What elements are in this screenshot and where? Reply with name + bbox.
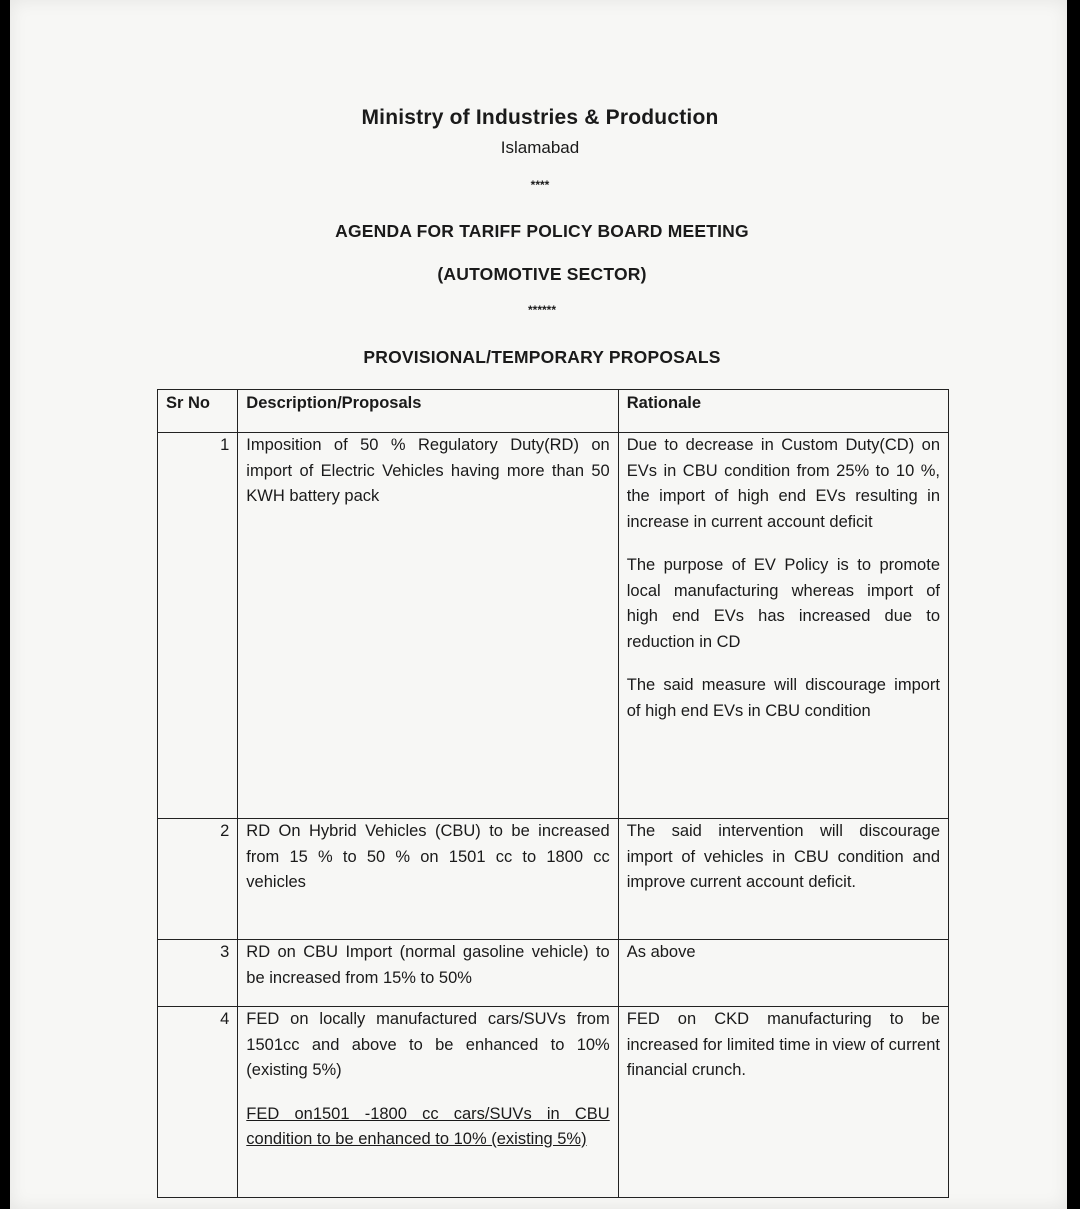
rationale-paragraph: Due to decrease in Custom Duty(CD) on EVs in CBU condition from 25% to 10 %, the import of high end EVs resulting in increase in current account deficit — [626, 436, 940, 531]
row-description — [238, 940, 618, 1007]
description-paragraph: Imposition of 50 % Regulatory Duty(RD) on import of Electric Vehicles having more than 50 KWH battery pack — [246, 436, 610, 505]
rationale-paragraph: As above — [626, 943, 696, 961]
row-description — [238, 433, 618, 819]
table-header-row — [158, 390, 949, 433]
table-row — [158, 940, 949, 1007]
row-description — [238, 819, 618, 940]
row-sr-no: 2 — [158, 819, 238, 940]
proposals-table — [157, 389, 949, 1198]
description-paragraph: RD On Hybrid Vehicles (CBU) to be increased from 15 % to 50 % on 1501 cc to 1800 cc vehicles — [246, 822, 610, 891]
ministry-name: Ministry of Industries & Production — [361, 106, 719, 129]
header-sr-no: Sr No — [158, 390, 238, 433]
rationale-paragraph: The purpose of EV Policy is to promote local manufacturing whereas import of high end EVs has increased due to reduction in CD — [626, 556, 940, 651]
description-paragraph-underlined: FED on1501 -1800 cc cars/SUVs in CBU condition to be enhanced to 10% (existing 5%) — [246, 1104, 610, 1148]
header-rationale: Rationale — [618, 390, 948, 433]
section-title: PROVISIONAL/TEMPORARY PROPOSALS — [363, 347, 721, 367]
rationale-paragraph: The said intervention will discourage import of vehicles in CBU condition and improve current account deficit. — [626, 822, 940, 891]
row-rationale — [618, 819, 948, 940]
row-description — [238, 1007, 618, 1198]
row-sr-no: 1 — [158, 433, 238, 819]
separator-stars-2: ****** — [527, 303, 557, 317]
rationale-paragraph: The said measure will discourage import of high end EVs in CBU condition — [626, 676, 940, 720]
description-paragraph: RD on CBU Import (normal gasoline vehicle) to be increased from 15% to 50% — [246, 943, 610, 987]
city-name: Islamabad — [500, 138, 580, 157]
row-sr-no: 4 — [158, 1007, 238, 1198]
sector-title: (AUTOMOTIVE SECTOR) — [437, 264, 647, 284]
row-rationale — [618, 433, 948, 819]
table-row — [158, 1007, 949, 1198]
agenda-title: AGENDA FOR TARIFF POLICY BOARD MEETING — [335, 221, 749, 241]
row-rationale — [618, 1007, 948, 1198]
table-row — [158, 819, 949, 940]
description-paragraph: FED on locally manufactured cars/SUVs from 1501cc and above to be enhanced to 10% (existing 5%) — [246, 1010, 610, 1079]
row-rationale — [618, 940, 948, 1007]
rationale-paragraph: FED on CKD manufacturing to be increased for limited time in view of current financial crunch. — [626, 1010, 940, 1079]
header-description: Description/Proposals — [238, 390, 618, 433]
table-row — [158, 433, 949, 819]
row-sr-no: 3 — [158, 940, 238, 1007]
separator-stars-1: **** — [530, 178, 550, 192]
